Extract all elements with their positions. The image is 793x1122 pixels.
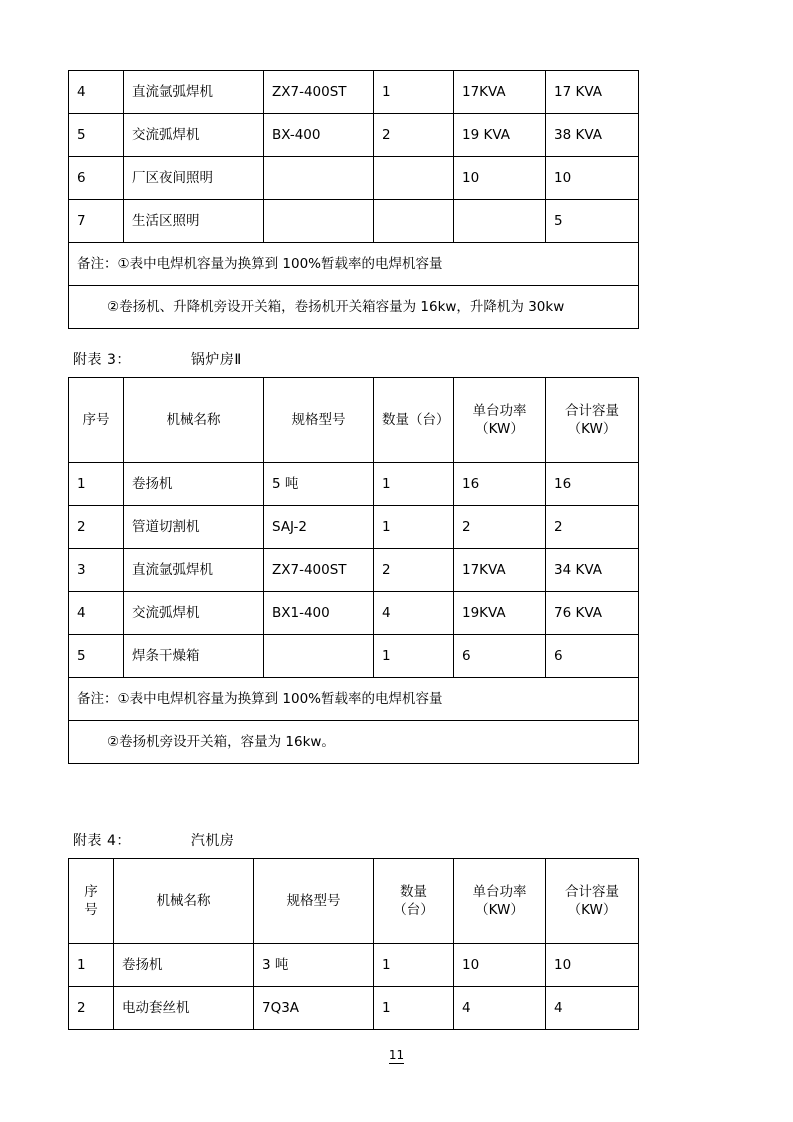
- cell-total: 2: [546, 506, 639, 549]
- cell-unit-power: 10: [454, 157, 546, 200]
- cell-name: 电动套丝机: [114, 987, 254, 1030]
- cell-total: 76 KVA: [546, 592, 639, 635]
- table-note-row: [69, 286, 639, 329]
- caption-label: 附表 3：: [73, 352, 131, 368]
- header-total-line1: 合计容量: [565, 402, 619, 419]
- table-row: [69, 549, 639, 592]
- cell-qty: 2: [374, 114, 454, 157]
- cell-name: 交流弧焊机: [124, 592, 264, 635]
- table-row: [69, 987, 639, 1030]
- header-qty: 数量（台）: [374, 378, 454, 463]
- cell-model: 5 吨: [264, 463, 374, 506]
- note-line-2: ②卷扬机旁设开关箱，容量为 16kw。: [107, 733, 335, 750]
- page-number: [0, 1048, 793, 1062]
- header-total-line2: （KW）: [567, 421, 617, 437]
- header-total-line2: （KW）: [567, 902, 617, 918]
- cell-qty: 1: [374, 635, 454, 678]
- table-row: [69, 463, 639, 506]
- turbine-room-table: [68, 858, 639, 1030]
- cell-qty: [374, 157, 454, 200]
- note-line-1: 备注：①表中电焊机容量为换算到 100%暂载率的电焊机容量: [69, 243, 639, 286]
- cell-no: 1: [69, 944, 114, 987]
- cell-model: BX1-400: [264, 592, 374, 635]
- cell-unit-power: 16: [454, 463, 546, 506]
- header-total: [546, 859, 639, 944]
- cell-qty: 1: [374, 944, 454, 987]
- header-total-line1: 合计容量: [565, 883, 619, 900]
- cell-name: 焊条干燥箱: [124, 635, 264, 678]
- cell-total: 16: [546, 463, 639, 506]
- cell-total: 38 KVA: [546, 114, 639, 157]
- cell-qty: 1: [374, 71, 454, 114]
- cell-unit-power: 19KVA: [454, 592, 546, 635]
- cell-total: 4: [546, 987, 639, 1030]
- header-qty: [374, 859, 454, 944]
- header-unit-power: [454, 378, 546, 463]
- cell-no: 4: [69, 592, 124, 635]
- section-spacer: [68, 764, 723, 810]
- header-no: 序号: [69, 378, 124, 463]
- cell-total: 5: [546, 200, 639, 243]
- table-row: [69, 635, 639, 678]
- cell-qty: 2: [374, 549, 454, 592]
- note-line-1: 备注：①表中电焊机容量为换算到 100%暂载率的电焊机容量: [69, 678, 639, 721]
- cell-model: 3 吨: [254, 944, 374, 987]
- cell-model: BX-400: [264, 114, 374, 157]
- cell-name: 生活区照明: [124, 200, 264, 243]
- cell-no: 2: [69, 506, 124, 549]
- cell-no: 2: [69, 987, 114, 1030]
- cell-qty: 1: [374, 463, 454, 506]
- page-number-value: 11: [388, 1048, 405, 1062]
- cell-no: 5: [69, 114, 124, 157]
- header-no-line2: 号: [84, 902, 98, 918]
- cell-model: [264, 200, 374, 243]
- header-name: 机械名称: [124, 378, 264, 463]
- table-row: [69, 114, 639, 157]
- cell-name: 卷扬机: [114, 944, 254, 987]
- caption-title: 锅炉房Ⅱ: [190, 352, 242, 368]
- cell-unit-power: 2: [454, 506, 546, 549]
- header-qty-line2: （台）: [393, 902, 434, 918]
- cell-unit-power: 17KVA: [454, 71, 546, 114]
- header-unit-power: [454, 859, 546, 944]
- cell-model: [264, 157, 374, 200]
- table-row: [69, 506, 639, 549]
- equipment-table-continued: [68, 70, 639, 329]
- cell-qty: 1: [374, 506, 454, 549]
- cell-no: 1: [69, 463, 124, 506]
- caption-title: 汽机房: [190, 833, 235, 849]
- table-note-row: [69, 721, 639, 764]
- caption-table-3: [68, 349, 723, 369]
- cell-qty: 1: [374, 987, 454, 1030]
- cell-total: 34 KVA: [546, 549, 639, 592]
- cell-no: 5: [69, 635, 124, 678]
- cell-model: SAJ-2: [264, 506, 374, 549]
- note-line-2: ②卷扬机、升降机旁设开关箱，卷扬机开关箱容量为 16kw，升降机为 30kw: [107, 298, 565, 315]
- caption-table-4: [68, 830, 723, 850]
- header-model: 规格型号: [254, 859, 374, 944]
- header-no: [69, 859, 114, 944]
- table-note-row: [69, 243, 639, 286]
- table-row: [69, 592, 639, 635]
- header-total: [546, 378, 639, 463]
- header-model: 规格型号: [264, 378, 374, 463]
- cell-unit-power: 10: [454, 944, 546, 987]
- cell-model: ZX7-400ST: [264, 71, 374, 114]
- cell-qty: [374, 200, 454, 243]
- header-unit-power-line1: 单台功率: [472, 883, 527, 900]
- cell-name: 管道切割机: [124, 506, 264, 549]
- table-row: [69, 200, 639, 243]
- header-unit-power-line2: （KW）: [475, 421, 524, 437]
- cell-unit-power: [454, 200, 546, 243]
- header-unit-power-line2: （KW）: [475, 902, 524, 918]
- cell-total: 10: [546, 944, 639, 987]
- cell-unit-power: 4: [454, 987, 546, 1030]
- cell-name: 卷扬机: [124, 463, 264, 506]
- header-qty-line1: 数量: [400, 883, 427, 900]
- cell-name: 直流氩弧焊机: [124, 549, 264, 592]
- cell-model: [264, 635, 374, 678]
- table-row: [69, 157, 639, 200]
- table-row: [69, 944, 639, 987]
- cell-name: 交流弧焊机: [124, 114, 264, 157]
- cell-unit-power: 6: [454, 635, 546, 678]
- table-header-row: [69, 378, 639, 463]
- table-header-row: [69, 859, 639, 944]
- header-unit-power-line1: 单台功率: [472, 402, 527, 419]
- cell-no: 7: [69, 200, 124, 243]
- cell-total: 6: [546, 635, 639, 678]
- cell-qty: 4: [374, 592, 454, 635]
- cell-name: 直流氩弧焊机: [124, 71, 264, 114]
- table-row: [69, 71, 639, 114]
- cell-total: 17 KVA: [546, 71, 639, 114]
- cell-unit-power: 19 KVA: [454, 114, 546, 157]
- table-note-row: [69, 678, 639, 721]
- header-no-line1: 序: [84, 883, 98, 900]
- caption-label: 附表 4：: [73, 833, 131, 849]
- cell-name: 厂区夜间照明: [124, 157, 264, 200]
- cell-model: 7Q3A: [254, 987, 374, 1030]
- header-name: 机械名称: [114, 859, 254, 944]
- cell-no: 4: [69, 71, 124, 114]
- cell-unit-power: 17KVA: [454, 549, 546, 592]
- cell-no: 6: [69, 157, 124, 200]
- cell-model: ZX7-400ST: [264, 549, 374, 592]
- cell-no: 3: [69, 549, 124, 592]
- cell-total: 10: [546, 157, 639, 200]
- boiler-room-table: [68, 377, 639, 764]
